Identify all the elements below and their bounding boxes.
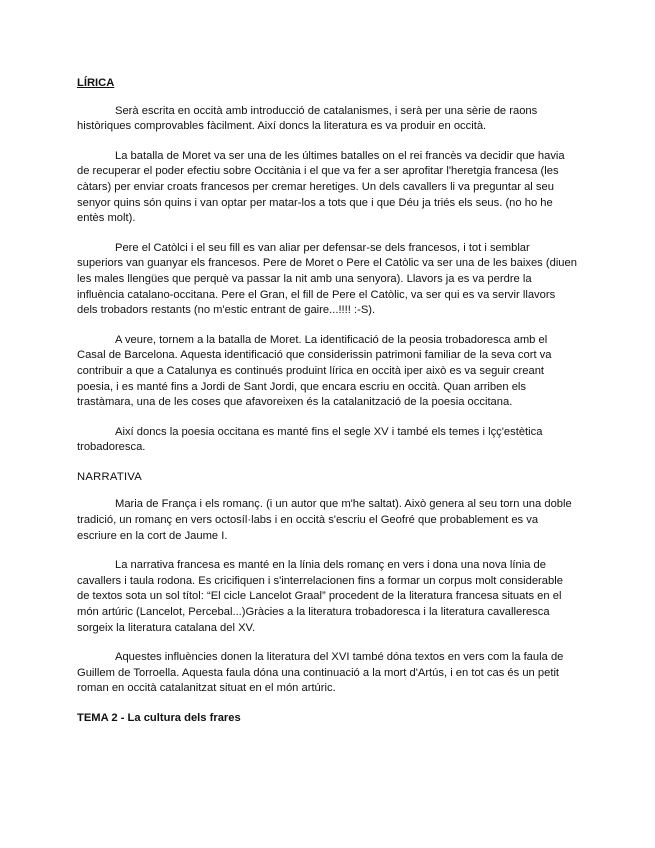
paragraph: Així doncs la poesia occitana es manté fins el segle XV i també els temes i lçç'estètica trobadoresca. <box>77 425 543 454</box>
paragraph: Maria de França i els romanç. (i un autor que m'he saltat). Això genera al seu torn una doble tradició, un romanç en vers octosíl·labs i en occità s'escriu el Geofré que probablement es va escriure en la cort de Jaume I. <box>77 498 572 542</box>
section-heading-narrativa: NARRATIVA <box>77 470 143 483</box>
paragraph: A veure, tornem a la batalla de Moret. La identificació de la peosia trobadoresca amb el Casal de Barcelona. Aquesta identificació que considerissin patrimoni familiar de la seva cort va contribuir a que a Catalunya es continués produint lírica en occità iper això es va seguir creant poesia, i es manté fins a Jordi de Sant Jordi, que encara escriu en occità. Quan arriben els trastàmara, una de les coses que afavoreixen és la catalanització de la poesia occitana. <box>77 333 552 409</box>
paragraph: Aquestes influències donen la literatura del XVI també dóna textos en vers com la faula de Guillem de Torroella. Aquesta faula dóna una continuació a la mort d'Artús, i en tot cas és un petit roman en occità catalanitzat situat en el món artúric. <box>77 651 564 695</box>
paragraph: La batalla de Moret va ser una de les últimes batalles on el rei francès va decidir que havia de recuperar el poder efectiu sobre Occitània i el que va fer a ser aprofitar l'heretgia francesa (les càtars) per enviar croats francesos per cremar heretiges. Un dels cavallers li va preguntar al seu senyor quins són quins i van optar per matar-los a tots que i que Déu ja triés els seus. (no ho he entès molt). <box>77 149 565 225</box>
document-page <box>77 76 577 727</box>
paragraph: Pere el Catòlci i el seu fill es van aliar per defensar-se dels francesos, i tot i semblar superiors van guanyar els francesos. Pere de Moret o Pere el Catòlic va ser una de les baixes (diuen les males llengües que perquè va passar la nit amb una senyora). Llavors ja es va perdre la influència catalano-occitana. Pere el Gran, el fill de Pere el Catòlic, va ser qui es va servir llavors dels trobadors restants (no m'estic entrant de gaire...!!!! :-S). <box>77 241 577 317</box>
paragraph: La narrativa francesa es manté en la línia dels romanç en vers i dona una nova línia de cavallers i taula rodona. Es cricifiquen i s'interrelacionen fins a formar un corpus molt considerable de textos sota un sol títol: “El cicle Lancelot Graal” procedent de la literatura francesa situats en el món artúric (Lancelot, Percebal...)Gràcies a la literatura trobadoresca i la literatura cavalleresca sorgeix la literatura catalana del XV. <box>77 559 563 634</box>
section-heading-tema-2: TEMA 2 - La cultura dels frares <box>77 712 241 724</box>
paragraph: Serà escrita en occità amb introducció de catalanismes, i serà per una sèrie de raons històriques comprovables fàcilment. Així doncs la literatura es va produir en occità. <box>77 104 538 133</box>
section-heading-lirica: LÍRICA <box>77 77 115 89</box>
